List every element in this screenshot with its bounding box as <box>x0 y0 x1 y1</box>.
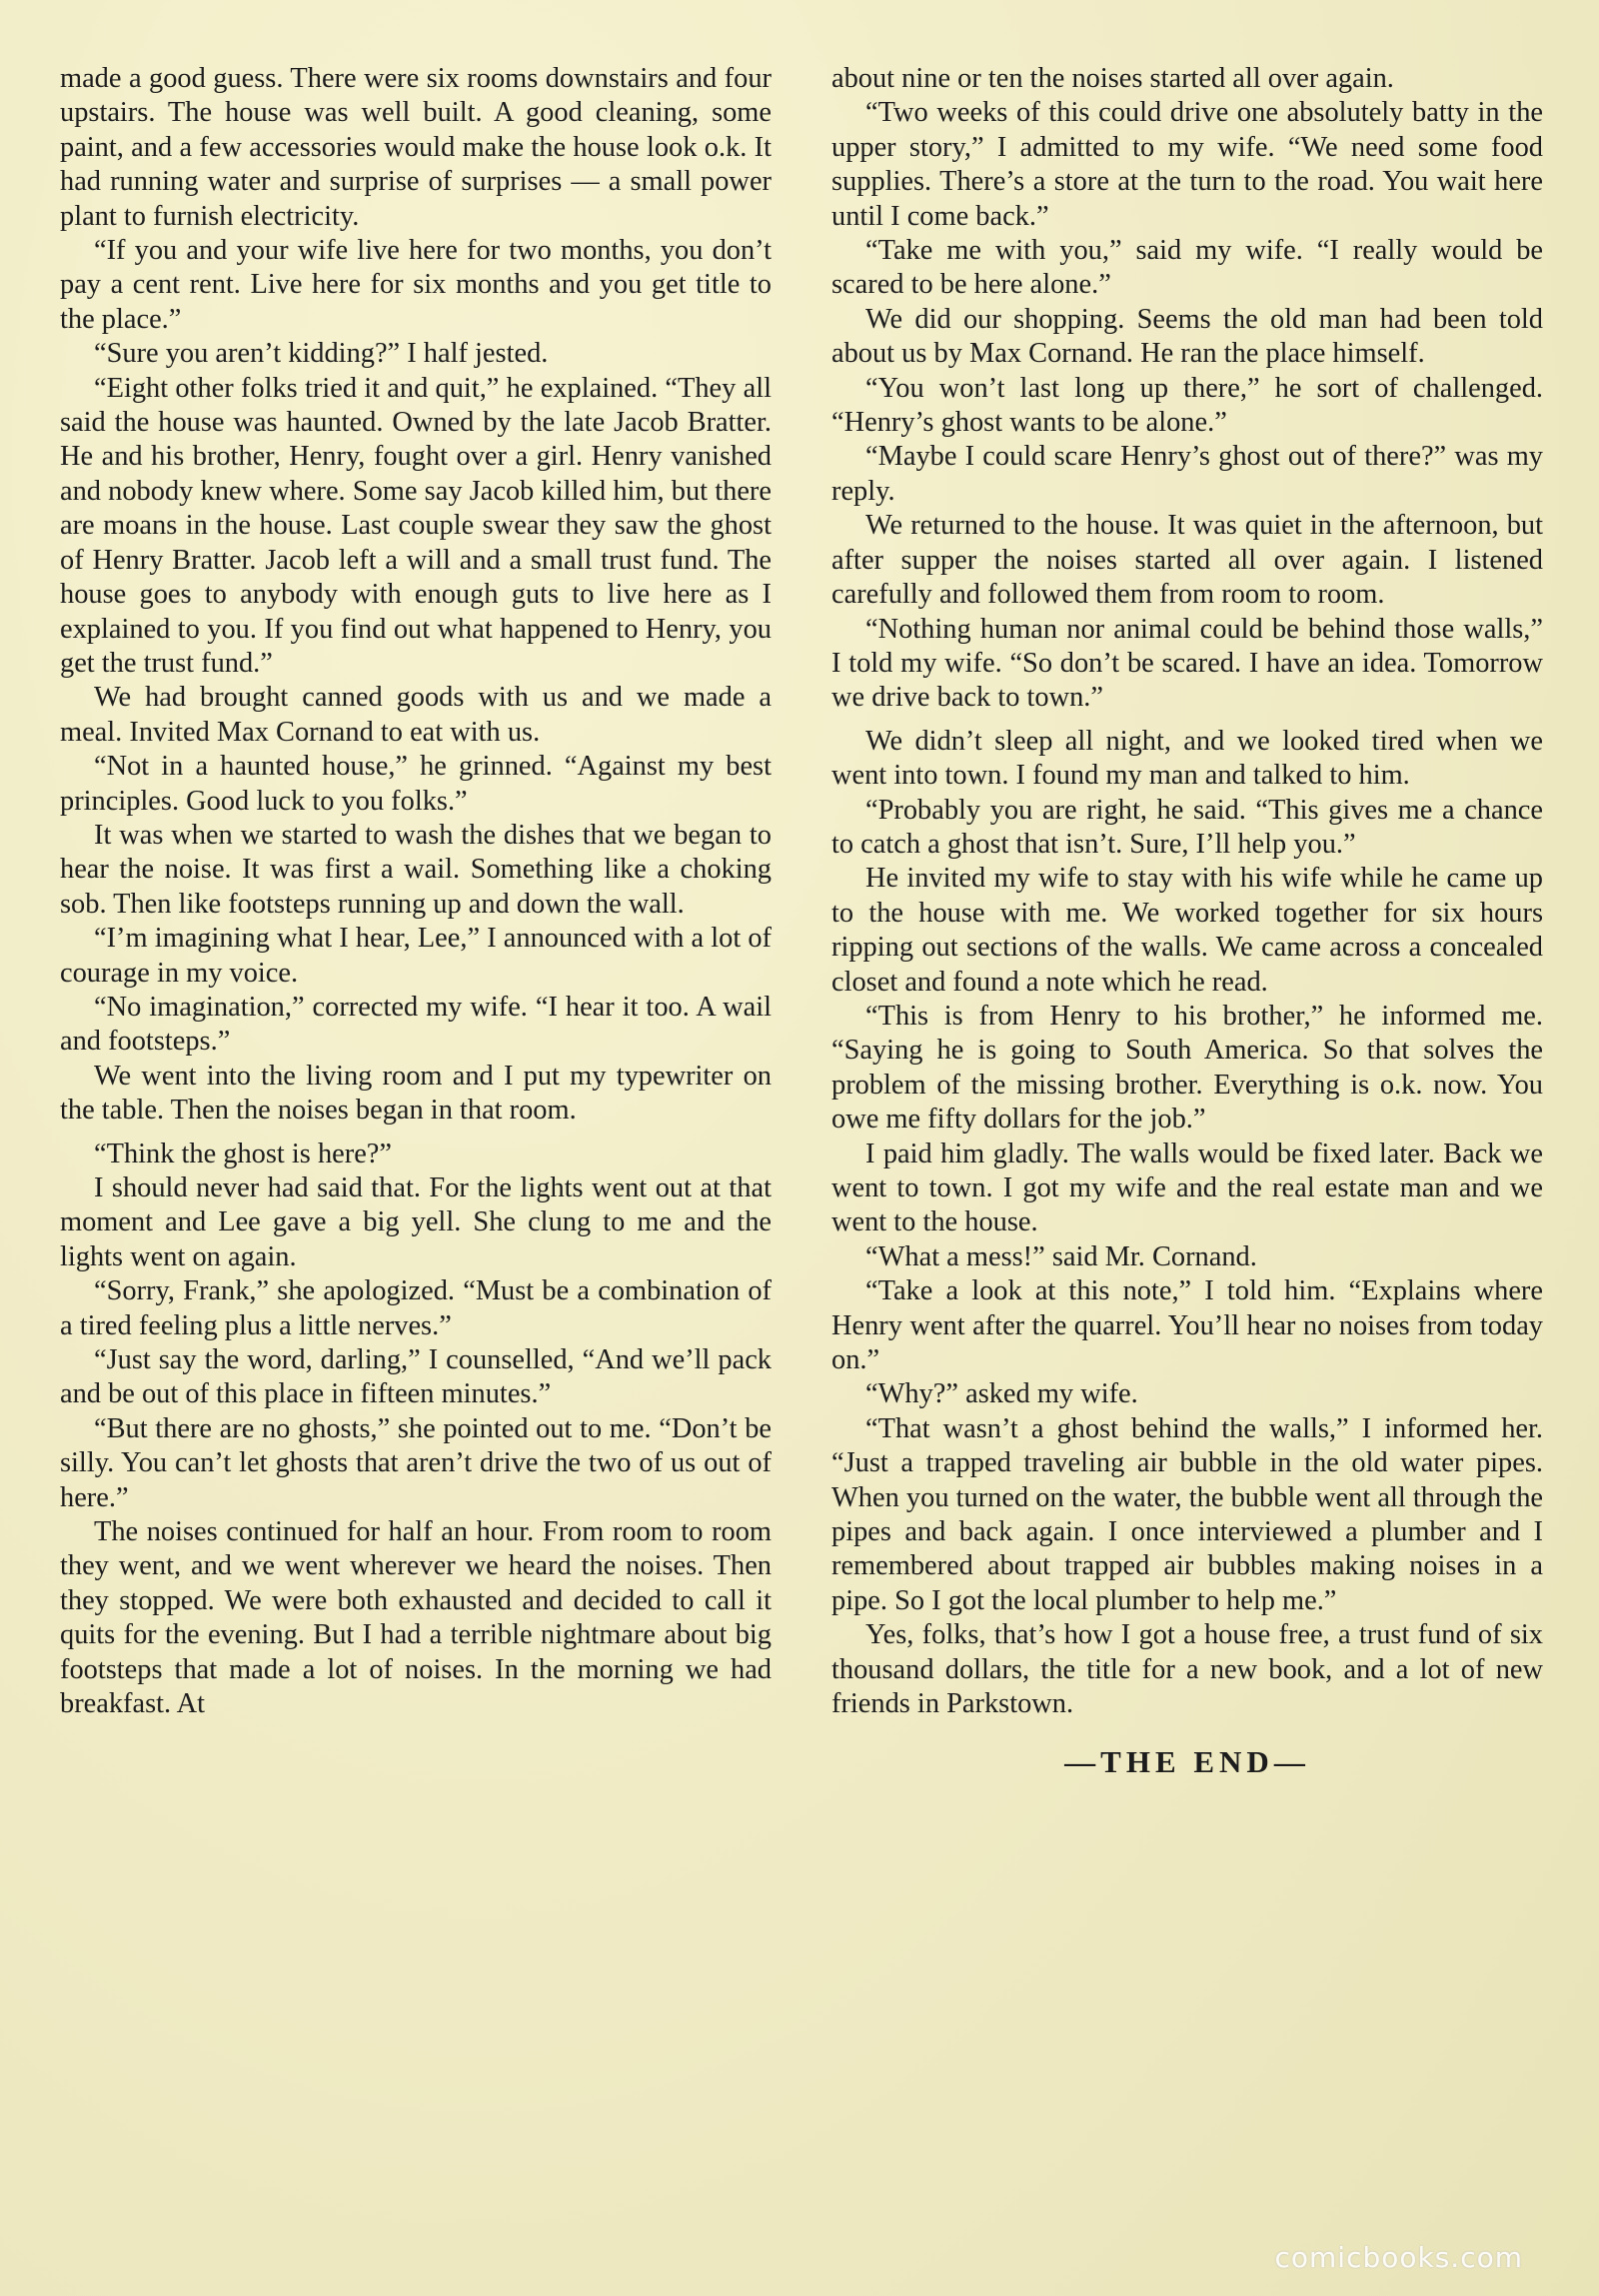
paragraph: “If you and your wife live here for two months, you don’t pay a cent rent. Live here for six months and you get title to the place.” <box>60 235 772 335</box>
paragraph: “You won’t last long up there,” he sort of challenged. “Henry’s ghost wants to be alone.” <box>831 372 1543 439</box>
paragraph: “I’m imagining what I hear, Lee,” I announced with a lot of courage in my voice. <box>60 923 772 989</box>
paragraph: made a good guess. There were six rooms downstairs and four upstairs. The house was well built. A good cleaning, some paint, and a few accessories would make the house look o.k. It had running water and surprise of surprises — a small power plant to furnish electricity. <box>60 63 772 232</box>
watermark: comicbooks.com <box>1274 2241 1523 2274</box>
paragraph: “This is from Henry to his brother,” he informed me. “Saying he is going to South America. So that solves the problem of the missing brother. Everything is o.k. now. You owe me fifty dollars for the job.” <box>831 1000 1543 1136</box>
paragraph: The noises continued for half an hour. From room to room they went, and we went wherever we heard the noises. Then they stopped. We were both exhausted and decided to call it quits for the evening. But I had a terrible nightmare about big footsteps that made a lot of noises. In the morning we had breakfast. At <box>60 1516 772 1720</box>
paragraph: “Eight other folks tried it and quit,” he explained. “They all said the house was haunted. Owned by the late Jacob Bratter. He and his brother, Henry, fought over a girl. Henry vanished and nobody knew where. Some say Jacob killed him, but there are moans in the house. Last couple swear they saw the ghost of Henry Bratter. Jacob left a will and a small trust fund. The house goes to anybody with enough guts to live here as I explained to you. If you find out what happened to Henry, you get the trust fund.” <box>60 372 772 679</box>
paragraph: “Just say the word, darling,” I counselled, “And we’ll pack and be out of this place in fifteen minutes.” <box>60 1344 772 1410</box>
paragraph: “Think the ghost is here?” <box>94 1138 393 1169</box>
paragraph: “Probably you are right, he said. “This gives me a chance to catch a ghost that isn’t. Sure, I’ll help you.” <box>831 794 1543 860</box>
paragraph: “Two weeks of this could drive one absolutely batty in the upper story,” I admitted to my wife. “We need some food supplies. There’s a store at the turn to the road. You wait here until I come back.” <box>831 97 1543 232</box>
paragraph: “What a mess!” said Mr. Cornand. <box>865 1240 1257 1272</box>
paragraph: “No imagination,” corrected my wife. “I hear it too. A wail and footsteps.” <box>60 991 772 1058</box>
paragraph: “Sure you aren’t kidding?” I half jested. <box>94 338 549 370</box>
paragraph: We returned to the house. It was quiet in the afternoon, but after supper the noises started all over again. I listened carefully and followed them from room to room. <box>831 510 1543 611</box>
paragraph: “That wasn’t a ghost behind the walls,” I informed her. “Just a trapped traveling air bubble in the old water pipes. When you turned on the water, the bubble went all through the pipes and back again. I once interviewed a plumber and I remembered about trapped air bubbles making noises in a pipe. So I got the local plumber to help me.” <box>831 1412 1543 1616</box>
left-column <box>60 62 772 2251</box>
paragraph: We went into the living room and I put my typewriter on the table. Then the noises began in that room. <box>60 1060 772 1127</box>
paragraph: “Take a look at this note,” I told him. “Explains where Henry went after the quarrel. You’ll hear no noises from today on.” <box>831 1275 1543 1376</box>
paragraph: He invited my wife to stay with his wife while he came up to the house with me. We worked together for six hours ripping out sections of the walls. We came across a concealed closet and found a note which he read. <box>831 863 1543 998</box>
paragraph: “But there are no ghosts,” she pointed out to me. “Don’t be silly. You can’t let ghosts that aren’t drive the two of us out of here.” <box>60 1412 772 1513</box>
paragraph: “Take me with you,” said my wife. “I really would be scared to be here alone.” <box>831 235 1543 301</box>
paragraph: I paid him gladly. The walls would be fixed later. Back we went to town. I got my wife and the real estate man and we went to the house. <box>831 1138 1543 1238</box>
paragraph: about nine or ten the noises started all over again. <box>831 63 1394 94</box>
paragraph: “Why?” asked my wife. <box>865 1378 1138 1410</box>
paragraph: It was when we started to wash the dishes that we began to hear the noise. It was first a wail. Something like a choking sob. Then like footsteps running up and down the wall. <box>60 819 772 920</box>
story-page <box>60 62 1543 2251</box>
paragraph: We had brought canned goods with us and we made a meal. Invited Max Cornand to eat with us. <box>60 682 772 748</box>
paragraph: Yes, folks, that’s how I got a house free, a trust fund of six thousand dollars, the title for a new book, and a lot of new friends in Parkstown. <box>831 1619 1543 1720</box>
paragraph: “Nothing human nor animal could be behind those walls,” I told my wife. “So don’t be scared. I have an idea. Tomorrow we drive back to town.” <box>831 613 1543 714</box>
paragraph: I should never had said that. For the lights went out at that moment and Lee gave a big yell. She clung to me and the lights went on again. <box>60 1172 772 1272</box>
paragraph: We did our shopping. Seems the old man had been told about us by Max Cornand. He ran the place himself. <box>831 303 1543 370</box>
paragraph: “Maybe I could scare Henry’s ghost out of there?” was my reply. <box>831 441 1543 507</box>
paragraph: “Sorry, Frank,” she apologized. “Must be a combination of a tired feeling plus a little nerves.” <box>60 1275 772 1341</box>
right-column <box>831 62 1543 2251</box>
paragraph: We didn’t sleep all night, and we looked tired when we went into town. I found my man and talked to him. <box>831 725 1543 792</box>
the-end-marker: —THE END— <box>1064 1743 1310 1779</box>
paragraph: “Not in a haunted house,” he grinned. “Against my best principles. Good luck to you folks.” <box>60 751 772 817</box>
